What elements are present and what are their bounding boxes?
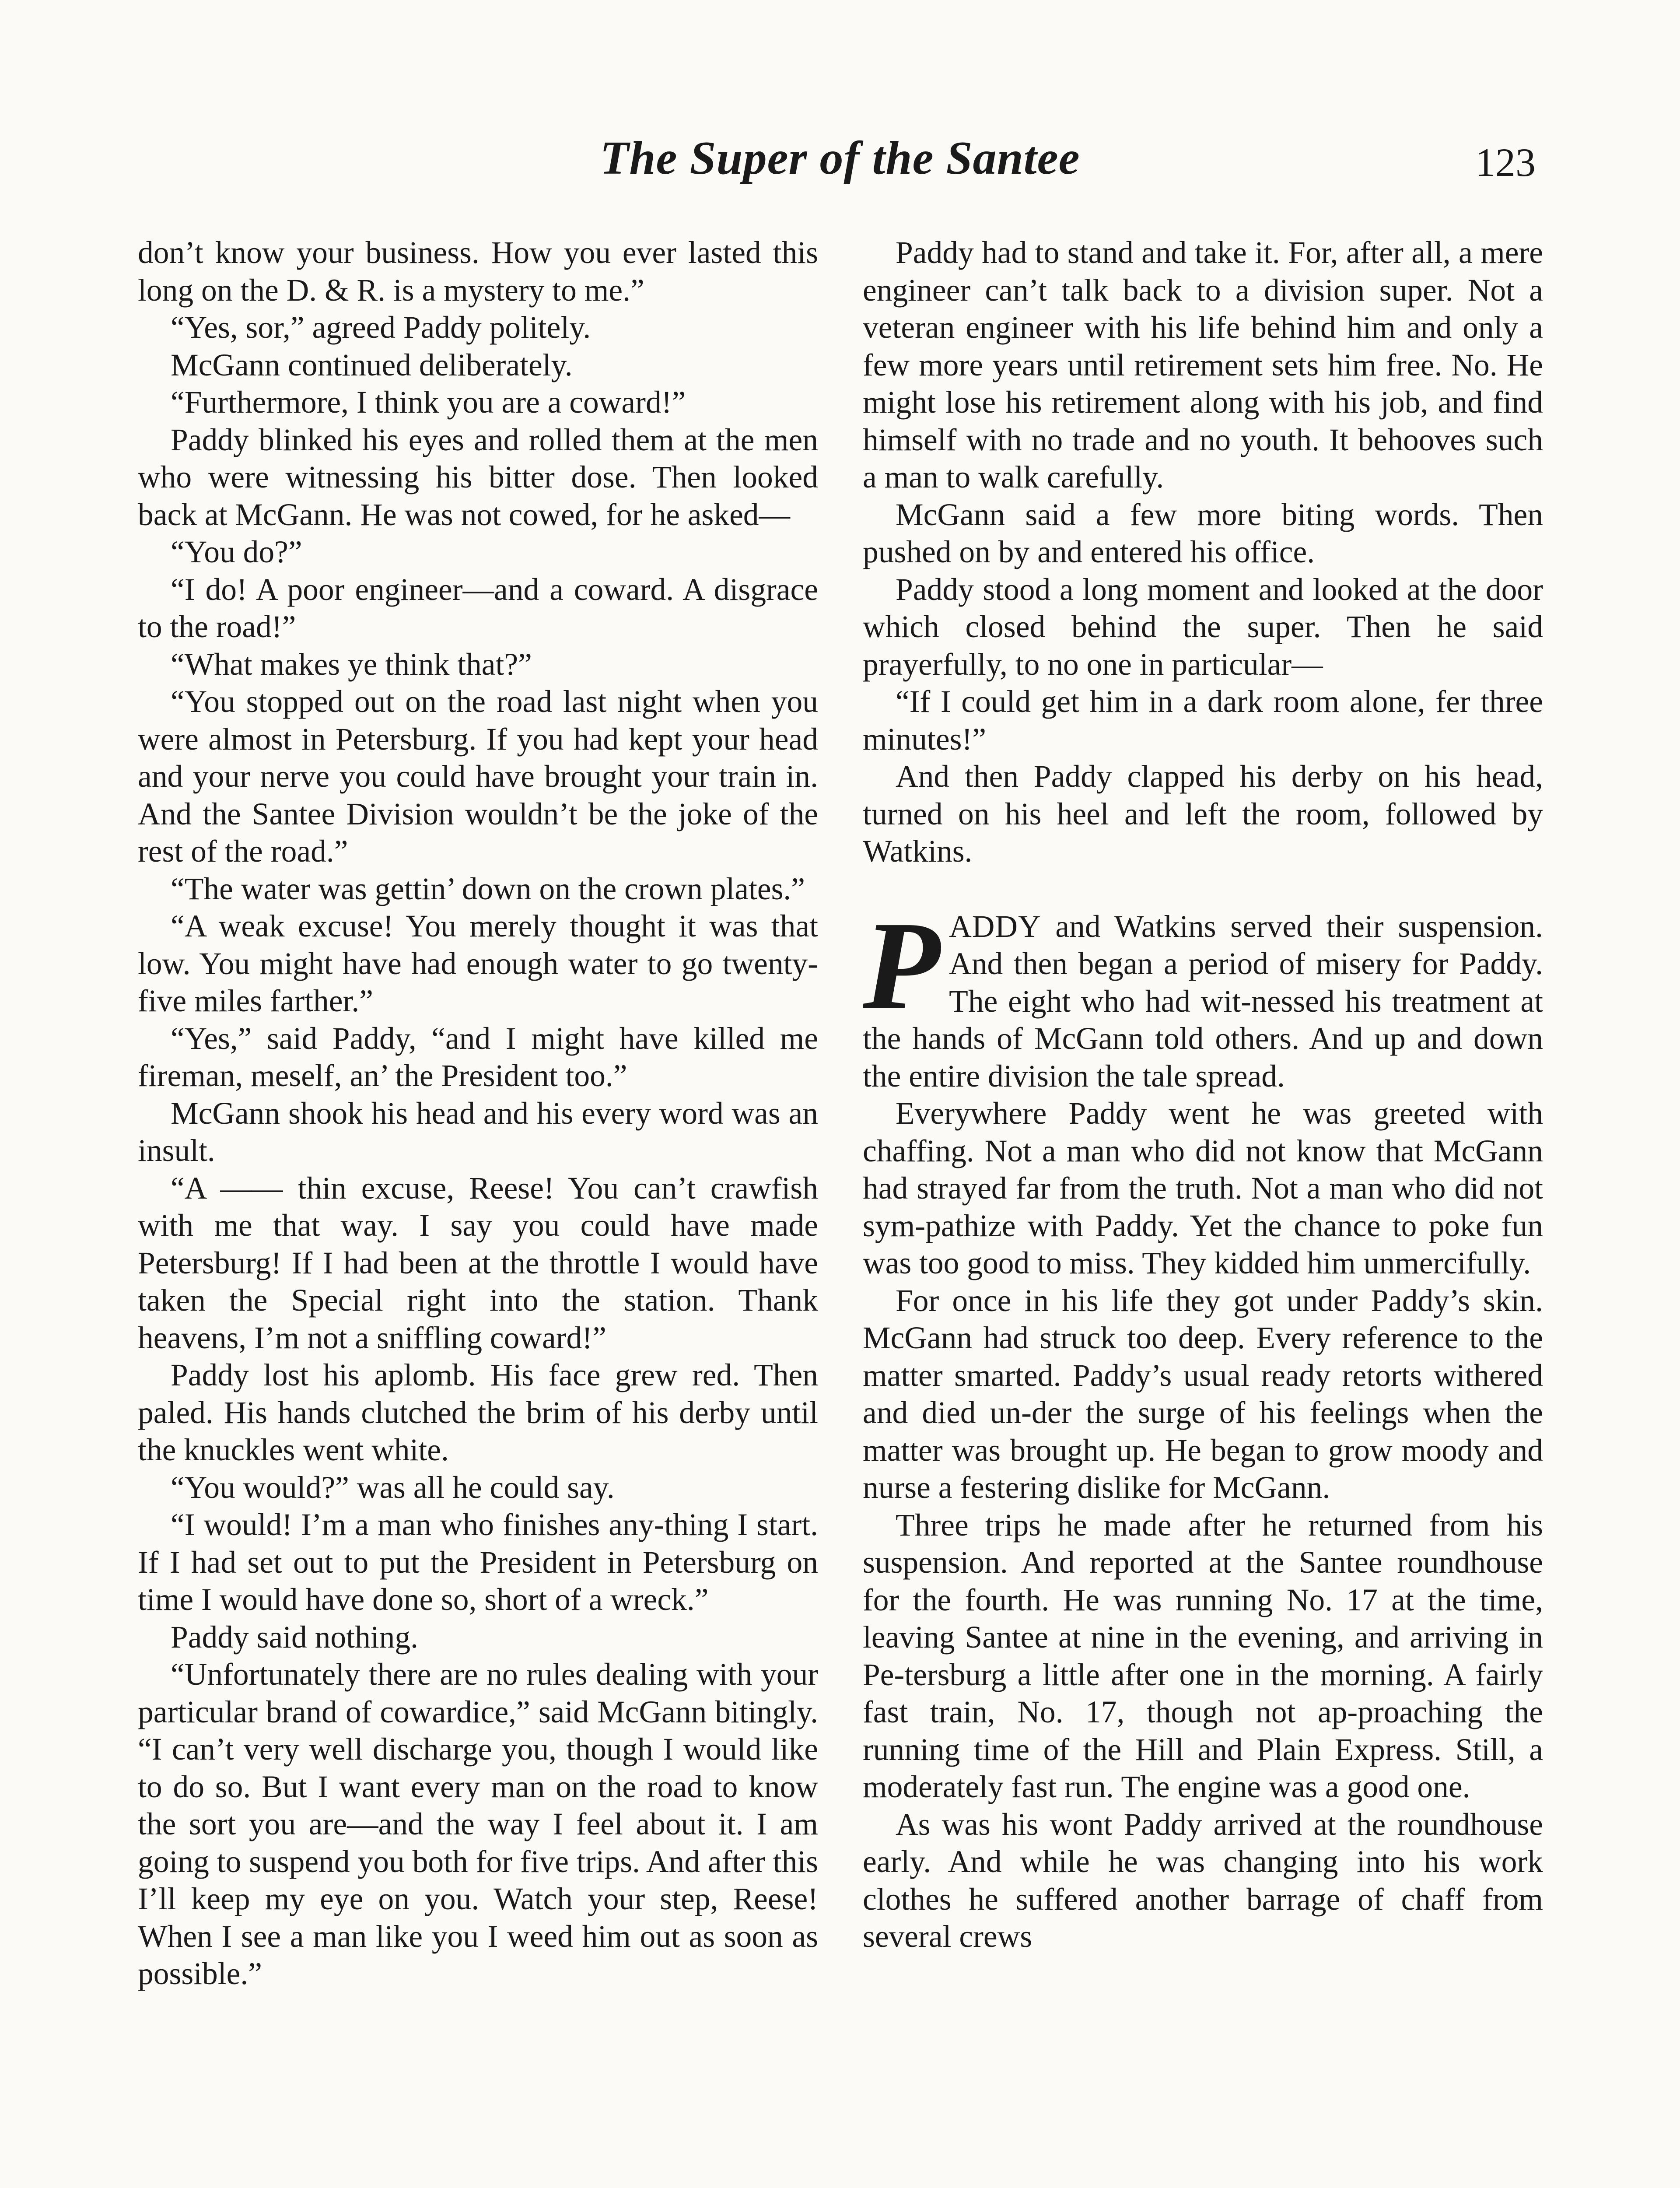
paragraph: Paddy blinked his eyes and rolled them at the men who were witnessing his bitter dose. Then looked back at McGann. He was not cowed, for he asked— — [138, 422, 818, 532]
paragraph: Paddy stood a long moment and looked at the door which closed behind the super. Then he said prayerfully, to no one in particular— — [863, 572, 1543, 682]
paragraph: Paddy lost his aplomb. His face grew red. Then paled. His hands clutched the brim of his derby until the knuckles went white. — [138, 1358, 818, 1467]
paragraph: “If I could get him in a dark room alone, fer three minutes!” — [863, 684, 1543, 757]
paragraph: For once in his life they got under Paddy’s skin. McGann had struck too deep. Every reference to the matter smarted. Paddy’s usual ready retorts withered and died un-der the surge of his feelings when the matter was brought up. He began to grow moody and nurse a festering dislike for McGann. — [863, 1283, 1543, 1505]
paragraph: McGann said a few more biting words. Then pushed on by and entered his office. — [863, 497, 1543, 569]
paragraph: “Yes,” said Paddy, “and I might have killed me fireman, meself, an’ the President too.” — [138, 1021, 818, 1093]
paragraph: “I do! A poor engineer—and a coward. A disgrace to the road!” — [138, 572, 818, 644]
paragraph: “A —— thin excuse, Reese! You can’t crawfish with me that way. I say you could have made Petersburg! If I had been at the throttle I would have taken the Special right into the station. Thank heavens, I’m not a sniffling coward!” — [138, 1171, 818, 1355]
right-column — [863, 234, 1543, 1956]
page-number: 123 — [1475, 140, 1536, 185]
paragraph: And then Paddy clapped his derby on his head, turned on his heel and left the room, followed by Watkins. — [863, 759, 1543, 869]
paragraph: McGann shook his head and his every word was an insult. — [138, 1096, 818, 1168]
paragraph: “Furthermore, I think you are a coward!” — [171, 385, 686, 420]
paragraph: As was his wont Paddy arrived at the roundhouse early. And while he was changing into his work clothes he suffered another barrage of chaff from several crews — [863, 1807, 1543, 1954]
left-column — [138, 234, 818, 1993]
running-title: The Super of the Santee — [600, 132, 1080, 184]
dropcap-paragraph — [863, 895, 1543, 1095]
paragraph: “You do?” — [171, 535, 302, 569]
section-break — [863, 870, 1543, 908]
paragraph: Everywhere Paddy went he was greeted with chaffing. Not a man who did not know that McGann had strayed far from the truth. Not a man who did not sym-pathize with Paddy. Yet the chance to poke fun was too good to miss. They kidded him unmercifully. — [863, 1096, 1543, 1280]
paragraph: “I would! I’m a man who finishes any-thing I start. If I had set out to put the President in Petersburg on time I would have done so, short of a wreck.” — [138, 1508, 818, 1617]
paragraph: Paddy said nothing. — [171, 1620, 419, 1655]
paragraph: “The water was gettin’ down on the crown plates.” — [171, 871, 805, 906]
paragraph: “Yes, sor,” agreed Paddy politely. — [171, 310, 591, 345]
paragraph: “You stopped out on the road last night when you were almost in Petersburg. If you had kept your head and your nerve you could have brought your train in. And the Santee Division wouldn’t be the joke of the rest of the road.” — [138, 684, 818, 869]
drop-cap-letter: P — [863, 895, 941, 1036]
paragraph: “A weak excuse! You merely thought it was that low. You might have had enough water to go twenty-five miles farther.” — [138, 909, 818, 1018]
drop-cap-text: and Watkins served their suspension. And then began a period of misery for Paddy. The eight who had wit-nessed his treatment at the hands of McGann told others. And up and down the entire division the tale spread. — [863, 909, 1543, 1094]
paragraph: “What makes ye think that?” — [171, 647, 532, 682]
drop-cap-smallcaps: ADDY — [949, 909, 1041, 944]
paragraph: don’t know your business. How you ever lasted this long on the D. & R. is a mystery to me.” — [138, 235, 818, 308]
paragraph: “You would?” was all he could say. — [171, 1470, 615, 1505]
paragraph: McGann continued deliberately. — [171, 347, 573, 382]
paragraph: Three trips he made after he returned from his suspension. And reported at the Santee roundhouse for the fourth. He was running No. 17 at the time, leaving Santee at nine in the evening, and arriving in Pe-tersburg a little after one in the morning. A fairly fast train, No. 17, though not ap-proaching the running time of the Hill and Plain Express. Still, a moderately fast run. The engine was a good one. — [863, 1508, 1543, 1804]
paragraph: “Unfortunately there are no rules dealing with your particular brand of cowardice,” said McGann bitingly. “I can’t very well discharge you, though I would like to do so. But I want every man on the road to know the sort you are—and the way I feel about it. I am going to suspend you both for five trips. And after this I’ll keep my eye on you. Watch your step, Reese! When I see a man like you I weed him out as soon as possible.” — [138, 1657, 818, 1991]
paragraph: Paddy had to stand and take it. For, after all, a mere engineer can’t talk back to a division super. Not a veteran engineer with his life behind him and only a few more years until retirement sets him free. No. He might lose his retirement along with his job, and find himself with no trade and no youth. It behooves such a man to walk carefully. — [863, 235, 1543, 494]
